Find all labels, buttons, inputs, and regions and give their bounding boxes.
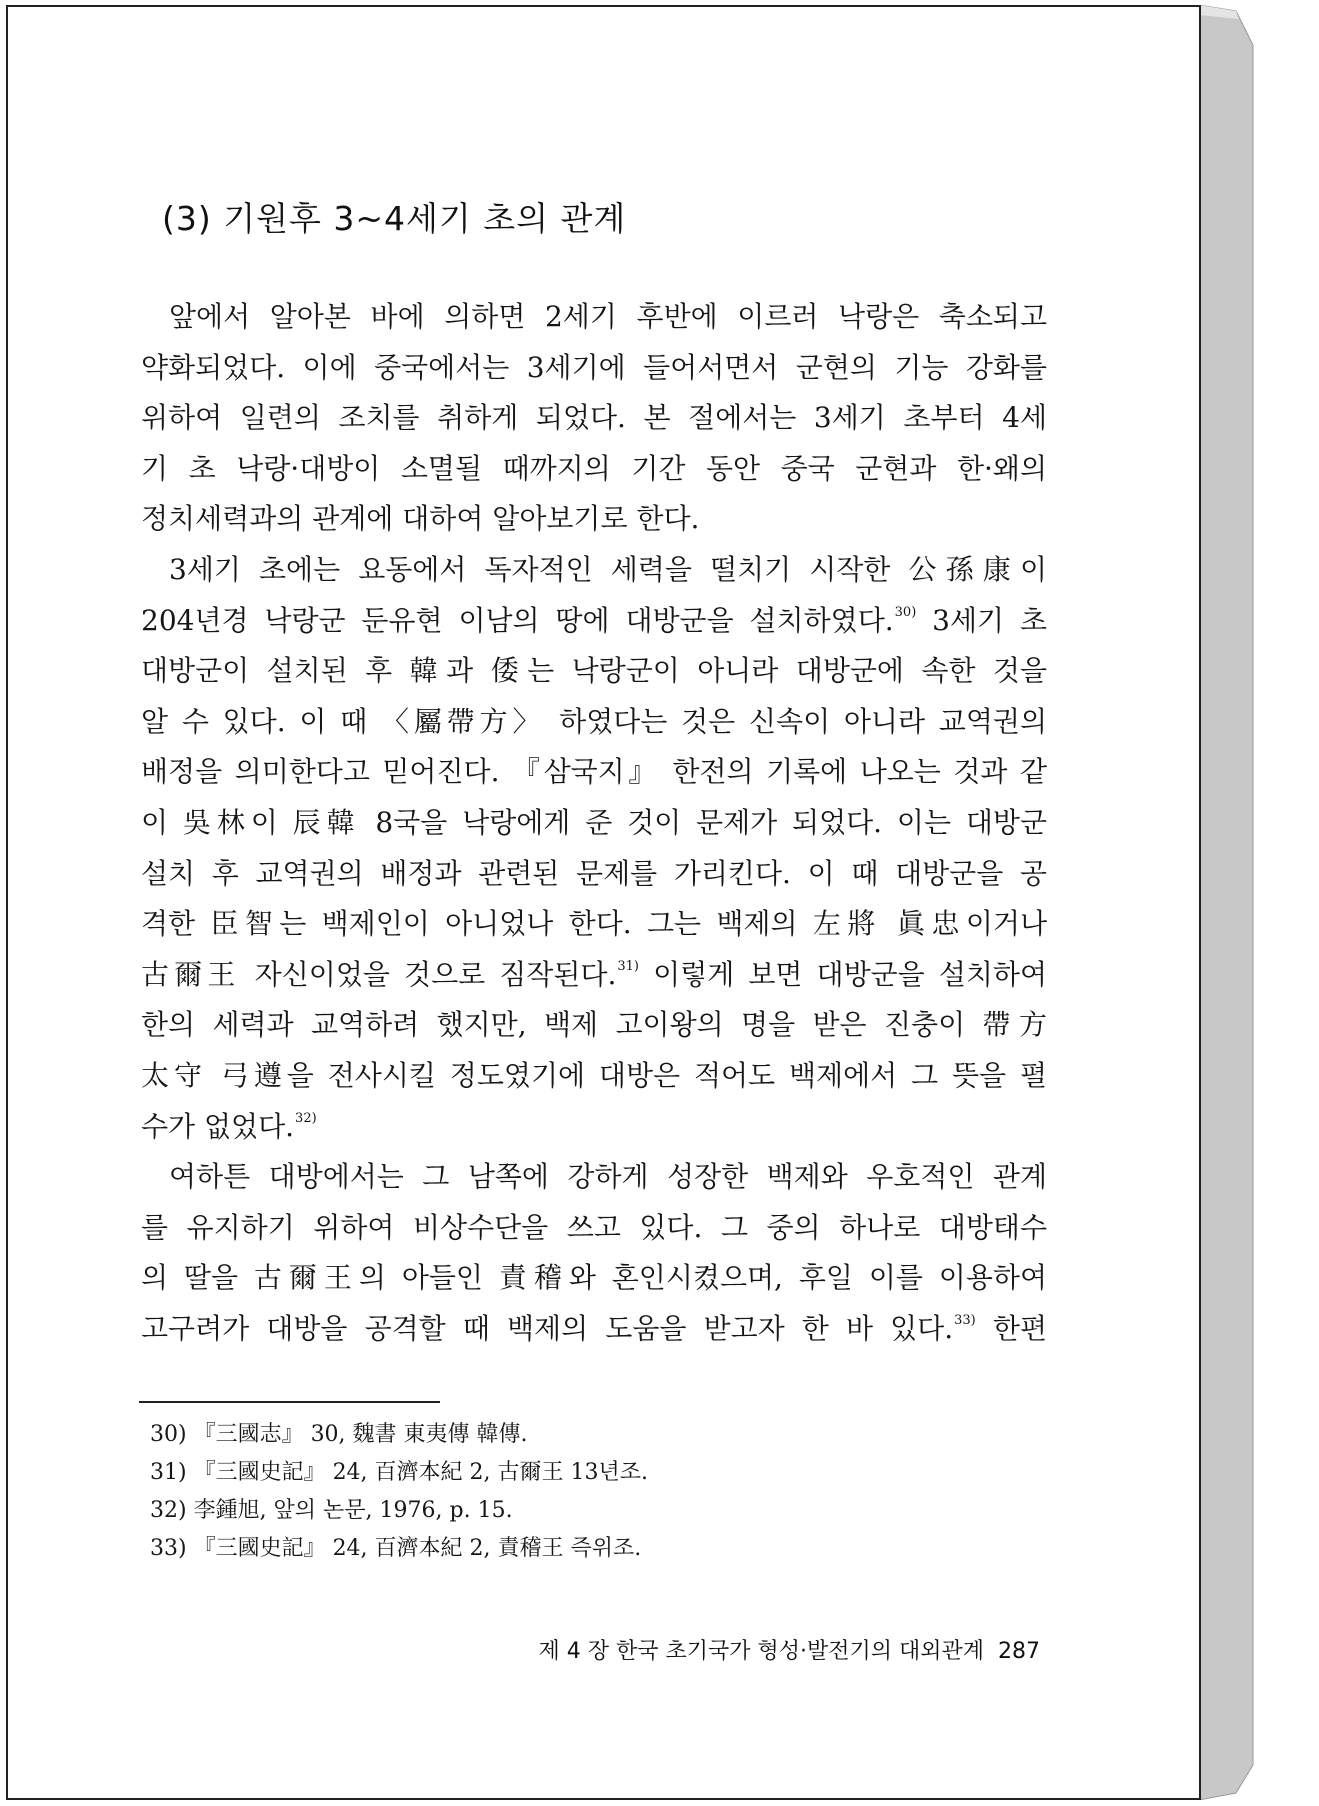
text-line: 여하튼 대방에서는 그 남쪽에 강하게 성장한 백제와 우호적인 관계 <box>169 1160 1047 1194</box>
text-line: 앞에서 알아본 바에 의하면 2세기 후반에 이르러 낙랑은 축소되고 <box>169 300 1047 333</box>
text-line: 배정을 의미한다고 믿어진다. 『삼국지』 한전의 기록에 나오는 것과 같 <box>141 755 1047 789</box>
text-line <box>141 596 1047 647</box>
text-segment: 204년경 낙랑군 둔유현 이남의 땅에 대방군을 설치하였다. <box>141 603 894 637</box>
section-heading: (3) 기원후 3~4세기 초의 관계 <box>162 199 627 238</box>
text-line: 약화되었다. 이에 중국에서는 3세기에 들어서면서 군현의 기능 강화를 <box>141 350 1047 384</box>
book-page-edge <box>1199 5 1254 1800</box>
text-segment: 이렇게 보면 대방군을 설치하여 <box>653 957 1048 991</box>
body-text <box>141 292 1047 1354</box>
text-line: 알 수 있다. 이 때 〈屬帶方〉 하였다는 것은 신속이 아니라 교역권의 <box>141 704 1047 738</box>
text-line: 기 초 낙랑·대방이 소멸될 때까지의 기간 동안 중국 군현과 한·왜의 <box>141 451 1047 485</box>
footnotes <box>150 1416 1030 1568</box>
text-line: 를 유지하기 위하여 비상수단을 쓰고 있다. 그 중의 하나로 대방태수 <box>141 1210 1047 1244</box>
text-line: 太守 弓遵을 전사시킬 정도였기에 대방은 적어도 백제에서 그 뜻을 펼 <box>141 1058 1047 1092</box>
text-line: 한의 세력과 교역하려 했지만, 백제 고이왕의 명을 받은 진충이 帶方 <box>141 1008 1047 1042</box>
footnote-ref-31: 31) <box>617 958 639 974</box>
text-line <box>141 1304 1047 1355</box>
footnote-divider <box>139 1401 440 1403</box>
chapter-title: 제 4 장 한국 초기국가 형성·발전기의 대외관계 <box>538 1639 984 1664</box>
text-segment: 3세기 초 <box>932 603 1047 637</box>
running-footer <box>480 1634 1040 1665</box>
page-number: 287 <box>998 1639 1040 1664</box>
text-segment: 한편 <box>992 1311 1047 1345</box>
text-line: 정치세력과의 관계에 대하여 알아보기로 한다. <box>141 502 700 536</box>
paragraph-2 <box>141 545 1047 1152</box>
footnote-ref-33: 33) <box>954 1312 976 1328</box>
text-line: 격한 臣智는 백제인이 아니었나 한다. 그는 백제의 左將 眞忠이거나 <box>141 907 1047 941</box>
text-line: 의 딸을 古爾王의 아들인 責稽와 혼인시켰으며, 후일 이를 이용하여 <box>141 1261 1047 1295</box>
footnote-ref-32: 32) <box>295 1110 317 1126</box>
paragraph-3 <box>141 1152 1047 1354</box>
text-segment: 고구려가 대방을 공격할 때 백제의 도움을 받고자 한 바 있다. <box>141 1311 954 1345</box>
text-line: 위하여 일련의 조치를 취하게 되었다. 본 절에서는 3세기 초부터 4세 <box>141 401 1047 435</box>
footnote-30: 30) 『三國志』 30, 魏書 東夷傳 韓傳. <box>150 1422 528 1447</box>
footnote-32: 32) 李鍾旭, 앞의 논문, 1976, p. 15. <box>150 1498 513 1523</box>
text-line: 3세기 초에는 요동에서 독자적인 세력을 떨치기 시작한 公孫康이 <box>169 552 1047 586</box>
text-line: 이 吳林이 辰韓 8국을 낙랑에게 준 것이 문제가 되었다. 이는 대방군 <box>141 805 1047 839</box>
footnote-ref-30: 30) <box>894 604 917 620</box>
text-line: 대방군이 설치된 후 韓과 倭는 낙랑군이 아니라 대방군에 속한 것을 <box>141 654 1047 688</box>
text-line <box>141 1102 1047 1153</box>
paragraph-1 <box>141 292 1047 545</box>
footnote-33: 33) 『三國史記』 24, 百濟本紀 2, 責稽王 즉위조. <box>150 1536 642 1561</box>
text-line <box>141 950 1047 1001</box>
text-segment: 수가 없었다. <box>141 1109 295 1143</box>
text-segment: 古爾王 자신이었을 것으로 짐작된다. <box>141 957 617 991</box>
text-line: 설치 후 교역권의 배정과 관련된 문제를 가리킨다. 이 때 대방군을 공 <box>141 856 1047 890</box>
footnote-31: 31) 『三國史記』 24, 百濟本紀 2, 古爾王 13년조. <box>150 1460 649 1485</box>
